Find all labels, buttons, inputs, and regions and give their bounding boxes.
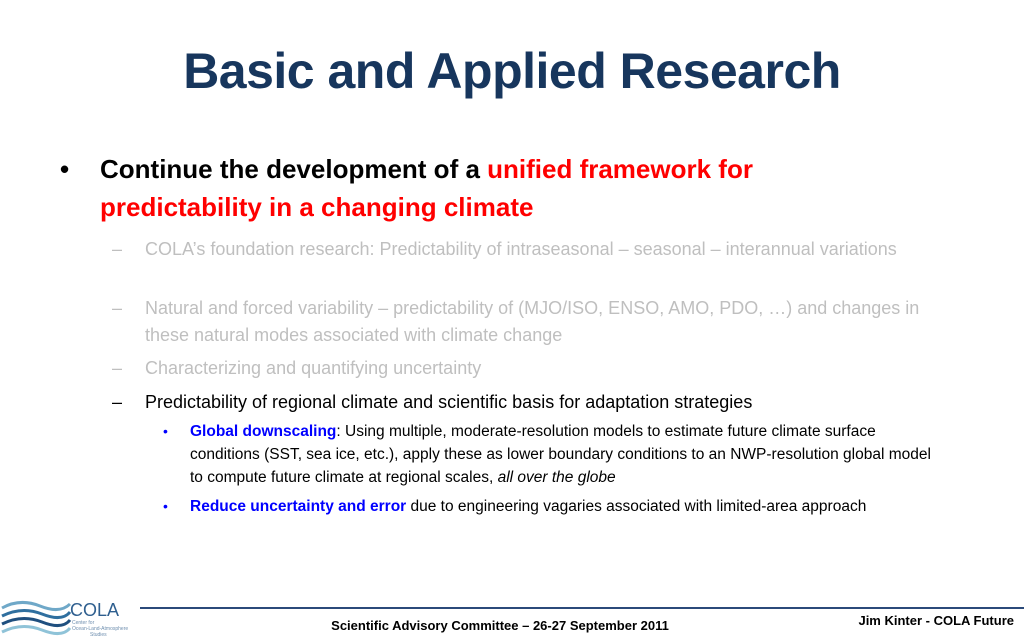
dash-icon: – xyxy=(112,298,123,318)
bullet-dot-icon: • xyxy=(163,423,168,439)
main-bullet-text xyxy=(100,150,900,226)
sub-bullet-2 xyxy=(112,295,942,349)
main-bullet-highlight: unified framework for predictability in a changing climate xyxy=(100,154,753,222)
footer-right-text: Jim Kinter - COLA Future xyxy=(858,613,1014,628)
bullet-dot-icon: • xyxy=(163,498,168,514)
sub-sub-bullet-2 xyxy=(163,495,943,518)
sub-sub-bullet-italic: all over the globe xyxy=(497,469,616,486)
sub-bullet-4 xyxy=(112,389,942,416)
cola-logo-waves-icon xyxy=(0,594,140,638)
svg-text:Studies: Studies xyxy=(90,632,107,638)
cola-logo xyxy=(0,594,140,638)
bullet-dot-icon: • xyxy=(60,154,70,184)
svg-text:Ocean-Land-Atmosphere: Ocean-Land-Atmosphere xyxy=(72,626,129,632)
logo-text: COLA xyxy=(70,600,120,620)
slide-title: Basic and Applied Research xyxy=(183,43,841,99)
sub-sub-bullet-1 xyxy=(163,420,943,489)
dash-icon: – xyxy=(112,239,123,259)
dash-icon: – xyxy=(112,392,123,412)
sub-sub-bullet-body: due to engineering vagaries associated with limited-area approach xyxy=(406,498,867,515)
sub-sub-bullet-body: : Using multiple, moderate-resolution models to estimate future climate surface conditions (SST, sea ice, etc.), apply these as lower boundary conditions to an NWP-resolution global model to compute future climate at regional scales, xyxy=(190,423,931,486)
sub-bullet-1 xyxy=(112,236,942,263)
footer-center-text: Scientific Advisory Committee – 26-27 September 2011 xyxy=(331,618,669,633)
sub-bullet-3 xyxy=(112,355,942,382)
sub-sub-bullet-bold: Global downscaling xyxy=(190,423,337,440)
svg-text:Center for: Center for xyxy=(72,620,95,626)
sub-sub-bullet-text xyxy=(190,495,943,518)
sub-bullet-text: Predictability of regional climate and scientific basis for adaptation strategies xyxy=(145,392,753,412)
sub-sub-bullet-text xyxy=(190,420,943,489)
dash-icon: – xyxy=(112,358,123,378)
footer-divider xyxy=(140,607,1024,609)
main-bullet-prefix: Continue the development of a xyxy=(100,154,488,184)
main-bullet xyxy=(60,150,900,226)
sub-bullet-text: Natural and forced variability – predictability of (MJO/ISO, ENSO, AMO, PDO, …) and changes in these natural modes associated with climate change xyxy=(145,298,920,345)
sub-bullet-text: Characterizing and quantifying uncertainty xyxy=(145,358,482,378)
sub-sub-bullet-bold: Reduce uncertainty and error xyxy=(190,498,407,515)
sub-bullet-text: COLA’s foundation research: Predictability of intraseasonal – seasonal – interannual variations xyxy=(145,239,897,259)
